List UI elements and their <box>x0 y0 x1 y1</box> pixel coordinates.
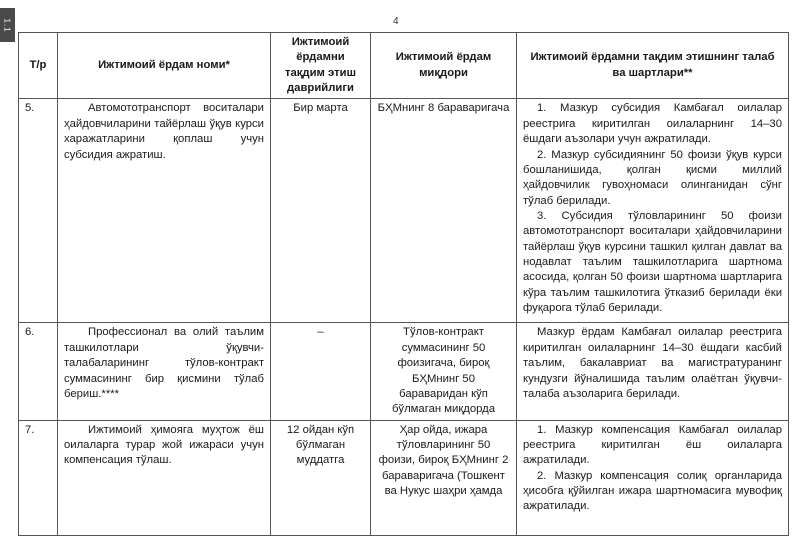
condition-item: Мазкур ёрдам Камбағал оилалар реестрига киритилган оилаларнинг 14–30 ёшдаги касбий таълим, бакалавриат ва магистратуранинг кундузги йўналишида таълим олаётган ўқувчи-талаба аъзоларига берилади. <box>523 326 782 400</box>
condition-item: 1. Мазкур компенсация Камбағал оилалар реестрига киритилган ёш оилаларга ажратилади. <box>523 423 782 467</box>
table-row <box>19 420 789 535</box>
assistance-conditions <box>517 323 789 420</box>
social-assistance-table <box>18 32 789 536</box>
header-conditions: Ижтимоий ёрдамни тақдим этишнинг талаб ва шартлари** <box>517 33 789 99</box>
assistance-period: – <box>271 323 371 420</box>
table-row <box>19 99 789 323</box>
header-period: Ижтимоий ёрдамни тақдим этиш даврийлиги <box>271 33 371 99</box>
assistance-period: Бир марта <box>271 99 371 323</box>
header-num: Т/р <box>19 33 58 99</box>
condition-item: 3. Субсидия тўловларининг 50 фоизи автомототранспорт воситалари ҳайдовчиларини тайёрлаш ўқув курсини ташкил қилган давлат ва нодавлат таълим ташкилотларига шартнома асосида, қолган 50 фоизи шартнома шартларига кўра таълим ташкилотига ўтказиб берилади ёки фуқарога тўлаб берилади. <box>523 209 782 315</box>
side-tab[interactable] <box>0 8 15 42</box>
row-number: 5. <box>19 99 58 323</box>
assistance-name: Ижтимоий ҳимояга муҳтож ёш оилаларга турар жой ижараси учун компенсация тўлаш. <box>58 420 271 535</box>
side-tab-label: 1.1 <box>3 17 12 33</box>
assistance-amount: БҲМнинг 8 бараваригача <box>371 99 517 323</box>
table-row <box>19 323 789 420</box>
assistance-period: 12 ойдан кўп бўлмаган муддатга <box>271 420 371 535</box>
assistance-amount: Ҳар ойда, ижара тўловларининг 50 фоизи, бироқ БҲМнинг 2 бараваригача (Тошкент ва Нукус шаҳри ҳамда <box>371 420 517 535</box>
condition-item: 2. Мазкур субсидиянинг 50 фоизи ўқув курси бошланишида, қолган қисми миллий ҳайдовчилик гувоҳномаси олинганидан сўнг тўлаб берилади. <box>523 148 782 207</box>
condition-item: 2. Мазкур компенсация солиқ органларида ҳисобга қўйилган ижара шартномасига мувофиқ ажратилади. <box>523 469 782 513</box>
row-number: 6. <box>19 323 58 420</box>
assistance-conditions <box>517 99 789 323</box>
assistance-name: Автомототранспорт воситалари ҳайдовчиларини тайёрлаш ўқув курси харажатларини қоплаш учун субсидия ажратиш. <box>58 99 271 323</box>
assistance-amount: Тўлов-контракт суммасининг 50 фоизигача, бироқ БҲМнинг 50 бараваридан кўп бўлмаган миқдорда <box>371 323 517 420</box>
header-amount: Ижтимоий ёрдам миқдори <box>371 33 517 99</box>
row-number: 7. <box>19 420 58 535</box>
page-number: 4 <box>393 16 399 27</box>
condition-item: 1. Мазкур субсидия Камбағал оилалар реестрига киритилган оилаларнинг 14–30 ёшдаги аъзолари учун ажратилади. <box>523 102 782 146</box>
table-header-row <box>19 33 789 99</box>
header-name: Ижтимоий ёрдам номи* <box>58 33 271 99</box>
assistance-name: Профессионал ва олий таълим ташкилотлари ўқувчи-талабаларининг тўлов-контракт суммасининг бир қисмини тўлаб бериш.**** <box>58 323 271 420</box>
assistance-conditions <box>517 420 789 535</box>
